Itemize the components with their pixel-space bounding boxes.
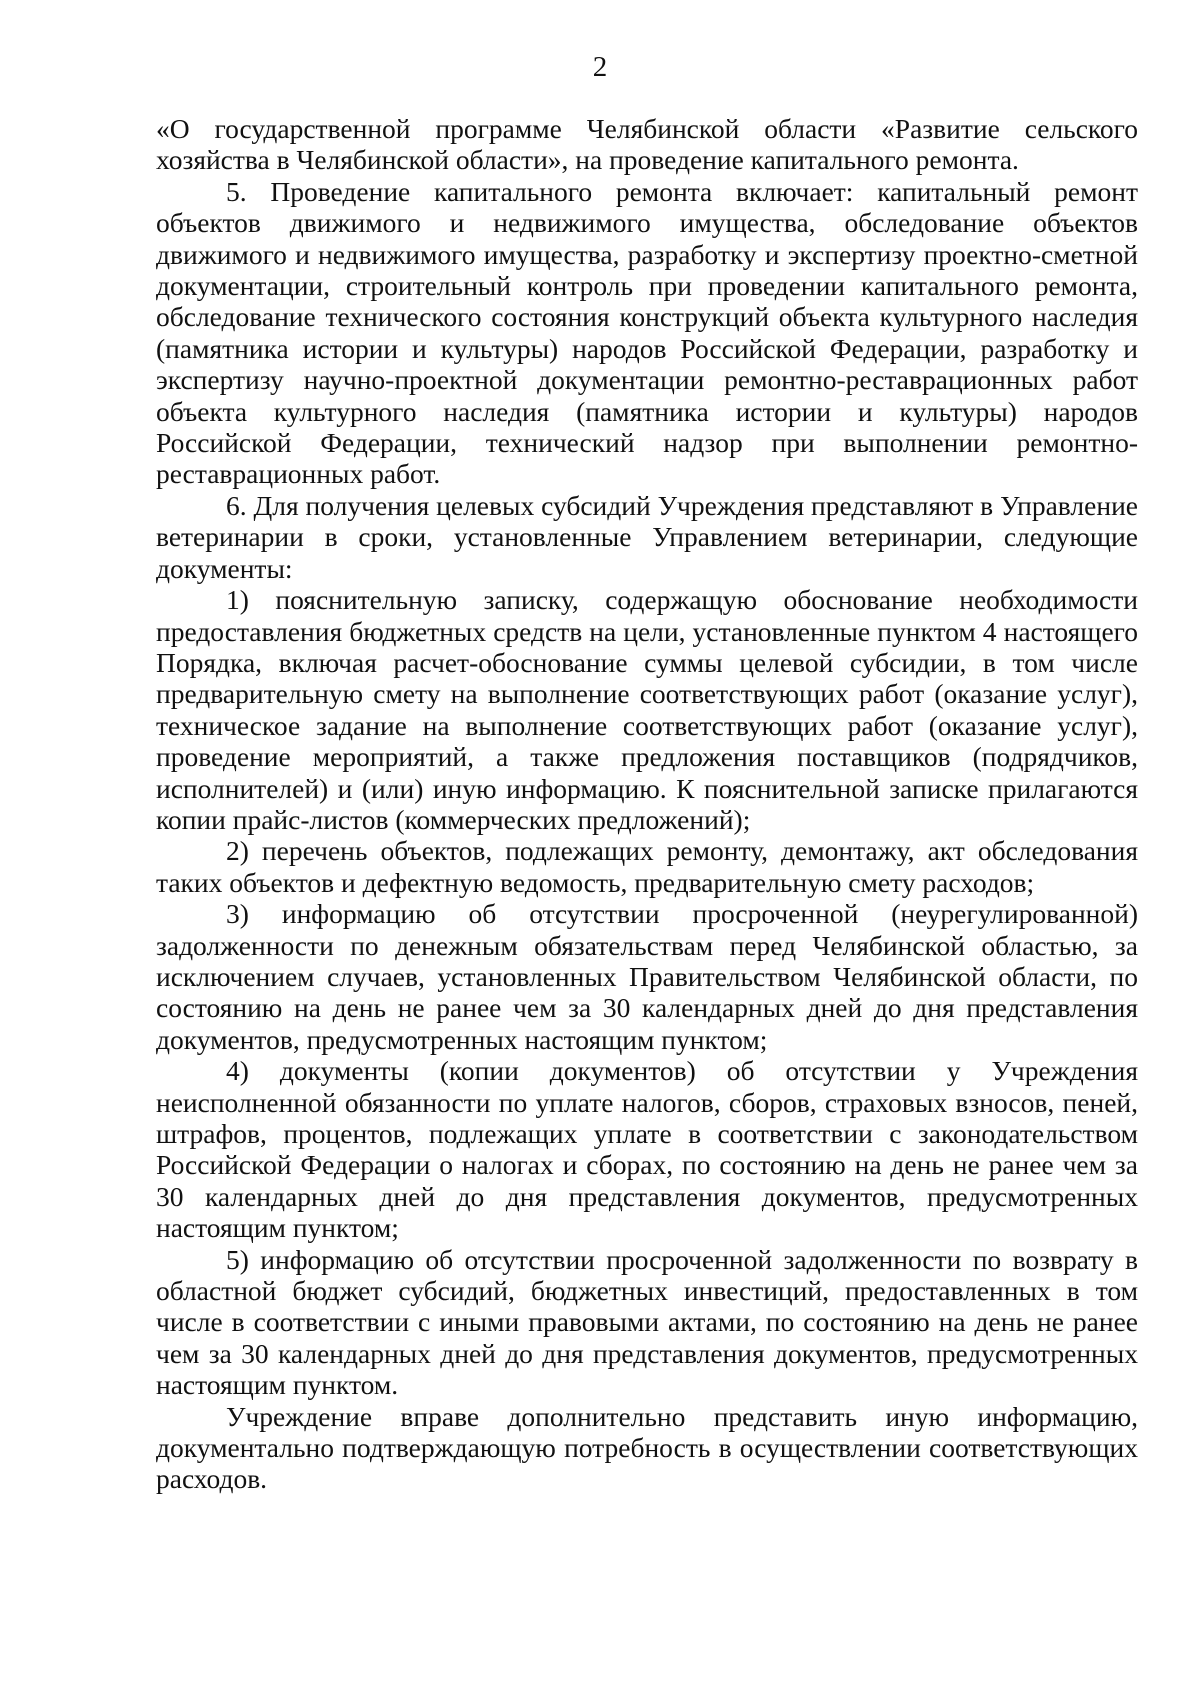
paragraph-item-6: 6. Для получения целевых субсидий Учреждения представляют в Управление ветеринарии в сроки, установленные Управлением ветеринарии, следующие документы: [156, 489, 1138, 584]
paragraph-subitem-3: 3) информацию об отсутствии просроченной (неурегулированной) задолженности по денежным обязательствам перед Челябинской областью, за исключением случаев, установленных Правительством Челябинской области, по состоянию на день не ранее чем за 30 календарных дней до дня представления документов, предусмотренных настоящим пунктом; [156, 898, 1138, 1055]
document-body [156, 113, 1138, 1495]
page-number: 2 [592, 51, 608, 83]
paragraph-subitem-1: 1) пояснительную записку, содержащую обоснование необходимости предоставления бюджетных средств на цели, установленные пунктом 4 настоящего Порядка, включая расчет-обоснование суммы целевой субсидии, в том числе предварительную смету на выполнение соответствующих работ (оказание услуг), техническое задание на выполнение соответствующих работ (оказание услуг), проведение мероприятий, а также предложения поставщиков (подрядчиков, исполнителей) и (или) иную информацию. К пояснительной записке прилагаются копии прайс-листов (коммерческих предложений); [156, 584, 1138, 835]
paragraph-subitem-2: 2) перечень объектов, подлежащих ремонту, демонтажу, акт обследования таких объектов и дефектную ведомость, предварительную смету расходов; [156, 835, 1138, 898]
paragraph-program-title: «О государственной программе Челябинской области «Развитие сельского хозяйства в Челябинской области», на проведение капитального ремонта. [156, 113, 1138, 176]
paragraph-subitem-4: 4) документы (копии документов) об отсутствии у Учреждения неисполненной обязанности по уплате налогов, сборов, страховых взносов, пеней, штрафов, процентов, подлежащих уплате в соответствии с законодательством Российской Федерации о налогах и сборах, по состоянию на день не ранее чем за 30 календарных дней до дня представления документов, предусмотренных настоящим пунктом; [156, 1055, 1138, 1244]
paragraph-subitem-5: 5) информацию об отсутствии просроченной задолженности по возврату в областной бюджет субсидий, бюджетных инвестиций, предоставленных в том числе в соответствии с иными правовыми актами, по состоянию на день не ранее чем за 30 календарных дней до дня представления документов, предусмотренных настоящим пунктом. [156, 1243, 1138, 1401]
paragraph-item-5: 5. Проведение капитального ремонта включает: капитальный ремонт объектов движимого и недвижимого имущества, обследование объектов движимого и недвижимого имущества, разработку и экспертизу проектно-сметной документации, строительный контроль при проведении капитального ремонта, обследование технического состояния конструкций объекта культурного наследия (памятника истории и культуры) народов Российской Федерации, разработку и экспертизу научно-проектной документации ремонтно-реставрационных работ объекта культурного наследия (памятника истории и культуры) народов Российской Федерации, технический надзор при выполнении ремонтно-реставрационных работ. [156, 175, 1138, 490]
paragraph-additional-info: Учреждение вправе дополнительно представить иную информацию, документально подтверждающую потребность в осуществлении соответствующих расходов. [156, 1400, 1138, 1495]
